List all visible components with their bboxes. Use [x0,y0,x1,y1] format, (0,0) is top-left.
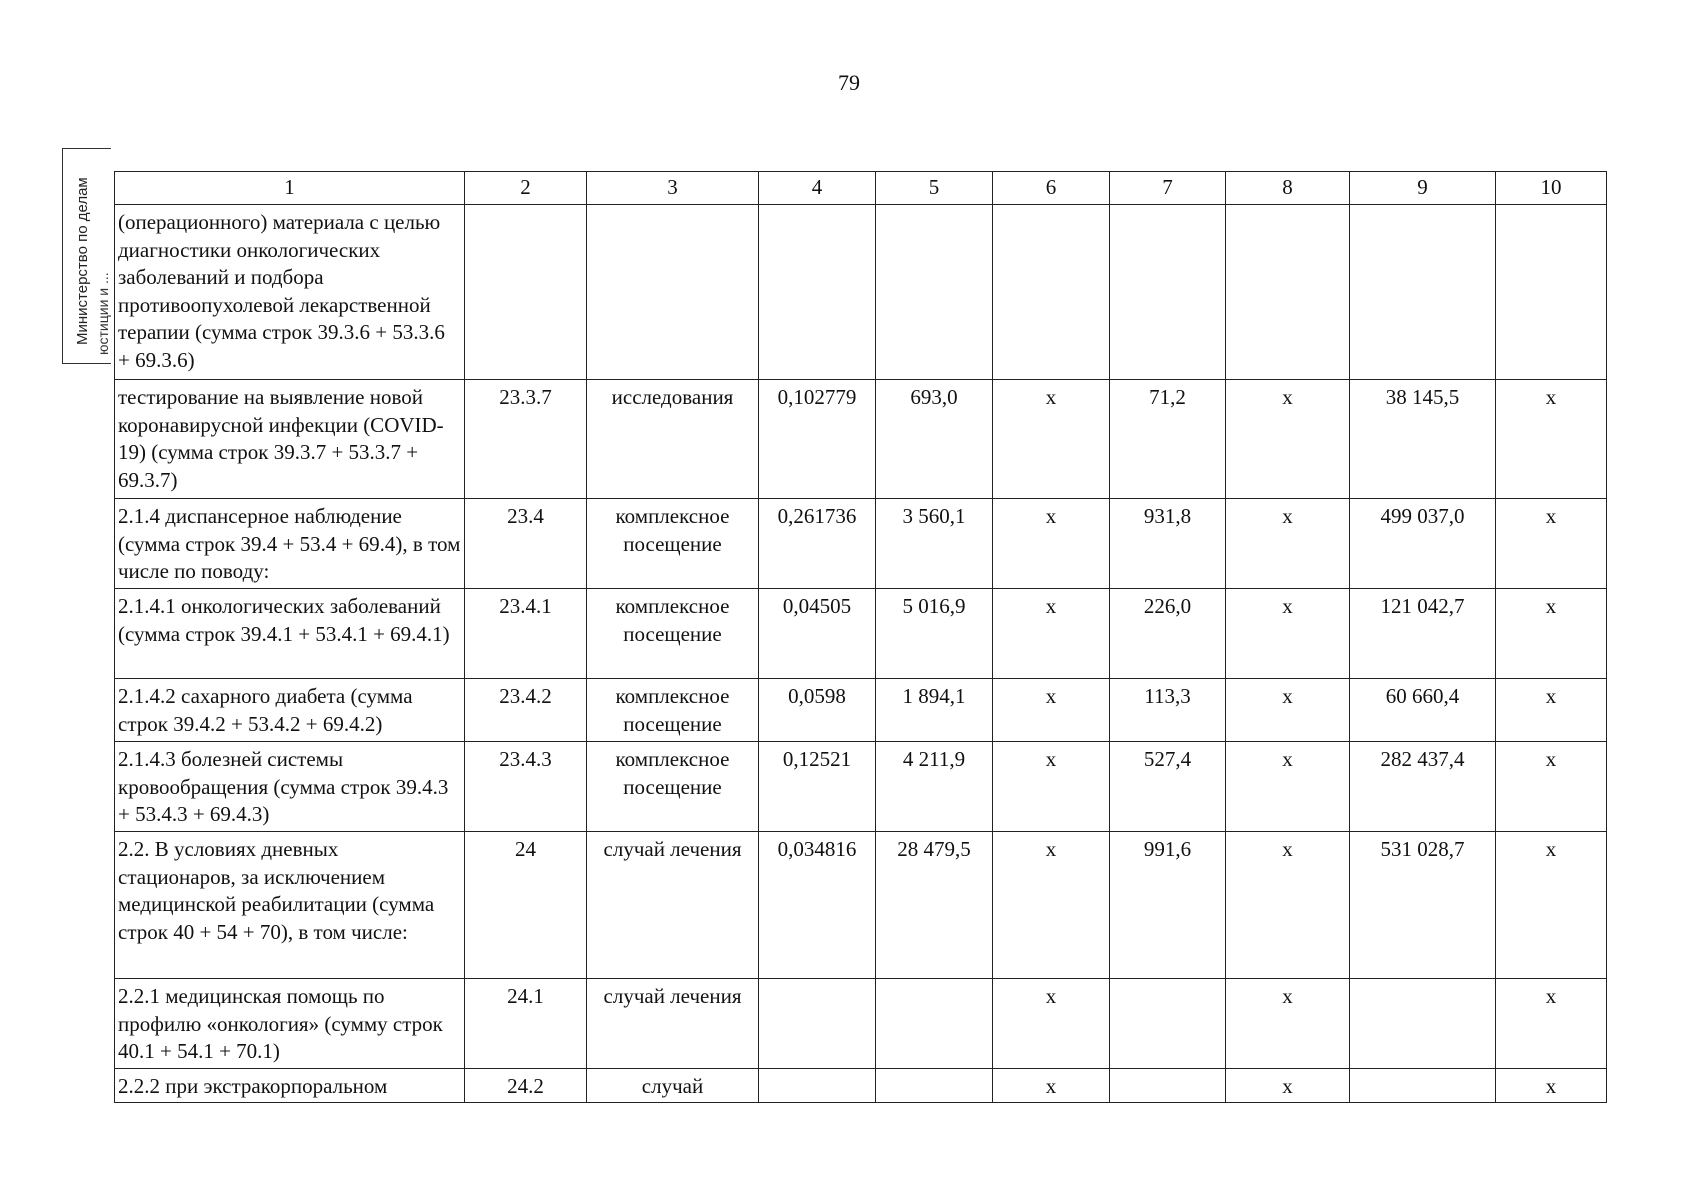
table-cell: х [993,499,1110,589]
table-cell: 38 145,5 [1350,380,1496,499]
table-cell: х [1226,589,1350,679]
table-cell: 2.1.4.2 сахарного диабета (сумма строк 39.4.2 + 53.4.2 + 69.4.2) [115,679,465,742]
table-cell: 23.4.3 [465,742,587,832]
column-header: 6 [993,172,1110,205]
table-cell: х [1226,832,1350,979]
table-cell: 0,12521 [759,742,876,832]
table-cell: 23.4 [465,499,587,589]
table-cell: 2.1.4 диспансерное наблюдение (сумма строк 39.4 + 53.4 + 69.4), в том числе по поводу: [115,499,465,589]
table-cell: 0,102779 [759,380,876,499]
table-cell: х [993,1069,1110,1103]
table-cell: х [1496,742,1607,832]
table-cell: х [1496,499,1607,589]
table-cell: х [993,679,1110,742]
table-cell: х [1496,380,1607,499]
table-cell: 23.3.7 [465,380,587,499]
table-row [115,979,1607,1069]
table-cell [465,205,587,380]
table-cell: 2.1.4.3 болезней системы кровообращения (сумма строк 39.4.3 + 53.4.3 + 69.4.3) [115,742,465,832]
table-cell: 531 028,7 [1350,832,1496,979]
table-cell: 4 211,9 [876,742,993,832]
table-cell: 23.4.1 [465,589,587,679]
table-cell: 60 660,4 [1350,679,1496,742]
table-cell [759,979,876,1069]
table-row [115,380,1607,499]
table-cell [993,205,1110,380]
table-cell: комплексное посещение [587,679,759,742]
table-cell: 282 437,4 [1350,742,1496,832]
table-cell: х [1496,832,1607,979]
table-row [115,205,1607,380]
table-cell: х [1226,979,1350,1069]
table-cell: 0,034816 [759,832,876,979]
table-row [115,499,1607,589]
table-cell: 3 560,1 [876,499,993,589]
table-cell: х [993,979,1110,1069]
table-cell: х [993,380,1110,499]
table-cell: 24.2 [465,1069,587,1103]
table-cell [876,979,993,1069]
table-header-row [115,172,1607,205]
table-row [115,1069,1607,1103]
table-cell: 2.2.1 медицинская помощь по профилю «онкология» (сумму строк 40.1 + 54.1 + 70.1) [115,979,465,1069]
table-cell [1110,979,1226,1069]
table-cell [876,1069,993,1103]
column-header: 4 [759,172,876,205]
table-cell: 1 894,1 [876,679,993,742]
table-cell: х [1226,742,1350,832]
table-cell: х [1496,679,1607,742]
table-cell [1496,205,1607,380]
table-cell: комплексное посещение [587,589,759,679]
column-header: 3 [587,172,759,205]
table-cell: 71,2 [1110,380,1226,499]
table-cell [759,205,876,380]
table-cell: 991,6 [1110,832,1226,979]
table-cell: 693,0 [876,380,993,499]
page-number: 79 [838,70,860,95]
table-cell: 527,4 [1110,742,1226,832]
column-header: 2 [465,172,587,205]
column-header: 8 [1226,172,1350,205]
table-cell: комплексное посещение [587,742,759,832]
column-header: 10 [1496,172,1607,205]
column-header: 7 [1110,172,1226,205]
table-cell: 121 042,7 [1350,589,1496,679]
data-table [114,171,1607,1103]
table-cell [1350,979,1496,1069]
table-cell: 0,04505 [759,589,876,679]
table-row [115,679,1607,742]
table-cell: х [1226,1069,1350,1103]
column-header: 9 [1350,172,1496,205]
table-cell [587,205,759,380]
table-cell: случай лечения [587,832,759,979]
table-cell: 2.1.4.1 онкологических заболеваний (сумма строк 39.4.1 + 53.4.1 + 69.4.1) [115,589,465,679]
table-cell [1110,1069,1226,1103]
table-cell: тестирование на выявление новой коронавирусной инфекции (COVID-19) (сумма строк 39.3.7 + 53.3.7 + 69.3.7) [115,380,465,499]
table-cell: 23.4.2 [465,679,587,742]
table-cell: х [1496,979,1607,1069]
table-cell: 113,3 [1110,679,1226,742]
table-cell: х [993,742,1110,832]
table-cell: случай [587,1069,759,1103]
table-cell: 226,0 [1110,589,1226,679]
table-cell: х [1496,1069,1607,1103]
table-cell: х [1496,589,1607,679]
table-cell: 24 [465,832,587,979]
table-cell [876,205,993,380]
table-cell: случай лечения [587,979,759,1069]
table-cell: х [1226,679,1350,742]
table-cell [1350,205,1496,380]
stamp-text-line2: юстиции и ... [95,272,111,355]
table-cell: 24.1 [465,979,587,1069]
table-cell: 5 016,9 [876,589,993,679]
table-cell [1110,205,1226,380]
table-cell: исследования [587,380,759,499]
table-cell: (операционного) материала с целью диагностики онкологических заболеваний и подбора противоопухолевой лекарственной терапии (сумма строк 39.3.6 + 53.3.6 + 69.3.6) [115,205,465,380]
table-cell: х [993,832,1110,979]
column-header: 5 [876,172,993,205]
table-cell: х [993,589,1110,679]
table-row [115,742,1607,832]
column-header: 1 [115,172,465,205]
table-cell: комплексное посещение [587,499,759,589]
stamp-text-line1: Министерство по делам [74,177,91,345]
table-cell: 28 479,5 [876,832,993,979]
table-cell: 0,261736 [759,499,876,589]
table-cell [1226,205,1350,380]
table-cell: 2.2. В условиях дневных стационаров, за исключением медицинской реабилитации (сумма строк 40 + 54 + 70), в том числе: [115,832,465,979]
table-cell: х [1226,380,1350,499]
table-cell: х [1226,499,1350,589]
table-cell [1350,1069,1496,1103]
table-cell: 931,8 [1110,499,1226,589]
table-cell [759,1069,876,1103]
table-row [115,589,1607,679]
table-cell: 499 037,0 [1350,499,1496,589]
table-cell: 0,0598 [759,679,876,742]
table-cell: 2.2.2 при экстракорпоральном [115,1069,465,1103]
table-row [115,832,1607,979]
